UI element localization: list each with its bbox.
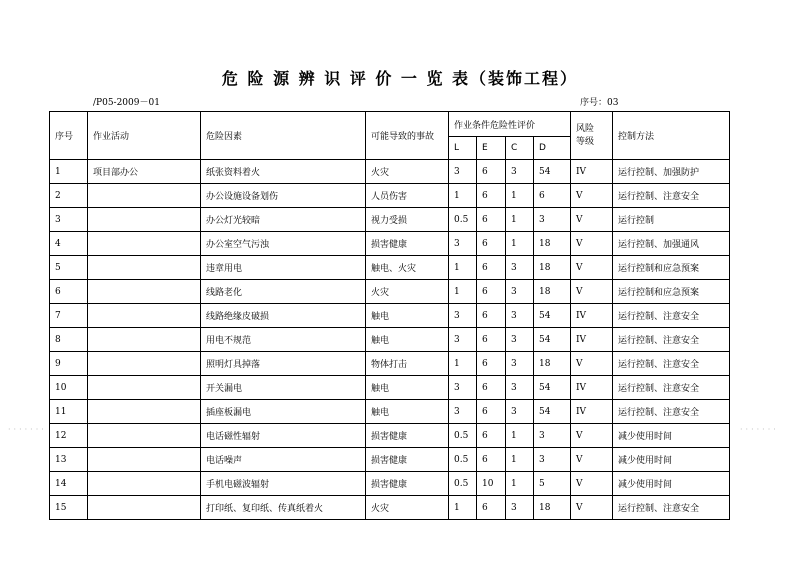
right-margin-dots: ······· bbox=[740, 425, 779, 434]
d-value: 54 bbox=[534, 376, 571, 400]
risk-level: IV bbox=[571, 376, 613, 400]
c-value: 1 bbox=[506, 448, 534, 472]
hazard-cell: 插座板漏电 bbox=[201, 400, 366, 424]
row-number: 6 bbox=[50, 280, 88, 304]
c-value: 1 bbox=[506, 424, 534, 448]
hazard-cell: 违章用电 bbox=[201, 256, 366, 280]
accident-cell: 火灾 bbox=[366, 496, 449, 520]
c-value: 3 bbox=[506, 304, 534, 328]
c-value: 3 bbox=[506, 280, 534, 304]
l-value: 0.5 bbox=[449, 448, 477, 472]
control-method: 运行控制和应急预案 bbox=[613, 280, 730, 304]
control-method: 运行控制 bbox=[613, 208, 730, 232]
l-value: 0.5 bbox=[449, 424, 477, 448]
header-risk-level: 风险 等级 bbox=[571, 112, 613, 160]
row-number: 10 bbox=[50, 376, 88, 400]
header-eval-group: 作业条件危险性评价 bbox=[449, 112, 571, 137]
left-margin-dots: ······· bbox=[8, 425, 47, 434]
accident-cell: 物体打击 bbox=[366, 352, 449, 376]
c-value: 3 bbox=[506, 400, 534, 424]
row-number: 4 bbox=[50, 232, 88, 256]
l-value: 3 bbox=[449, 304, 477, 328]
hazard-cell: 电话磁性辐射 bbox=[201, 424, 366, 448]
row-number: 15 bbox=[50, 496, 88, 520]
accident-cell: 触电 bbox=[366, 376, 449, 400]
table-row bbox=[50, 256, 730, 280]
d-value: 18 bbox=[534, 496, 571, 520]
accident-cell: 火灾 bbox=[366, 160, 449, 184]
l-value: 3 bbox=[449, 232, 477, 256]
hazard-cell: 手机电磁波辐射 bbox=[201, 472, 366, 496]
row-number: 12 bbox=[50, 424, 88, 448]
table-row bbox=[50, 208, 730, 232]
d-value: 18 bbox=[534, 352, 571, 376]
risk-level: V bbox=[571, 208, 613, 232]
risk-level: V bbox=[571, 256, 613, 280]
e-value: 6 bbox=[477, 328, 506, 352]
row-number: 2 bbox=[50, 184, 88, 208]
control-method: 减少使用时间 bbox=[613, 448, 730, 472]
row-number: 14 bbox=[50, 472, 88, 496]
row-number: 13 bbox=[50, 448, 88, 472]
l-value: 1 bbox=[449, 496, 477, 520]
d-value: 6 bbox=[534, 184, 571, 208]
table-row bbox=[50, 352, 730, 376]
control-method: 减少使用时间 bbox=[613, 424, 730, 448]
risk-level: IV bbox=[571, 160, 613, 184]
activity-cell bbox=[88, 328, 201, 352]
header-D: D bbox=[534, 137, 571, 160]
accident-cell: 触电 bbox=[366, 400, 449, 424]
risk-level: IV bbox=[571, 328, 613, 352]
accident-cell: 损害健康 bbox=[366, 472, 449, 496]
accident-cell: 损害健康 bbox=[366, 232, 449, 256]
accident-cell: 触电 bbox=[366, 328, 449, 352]
l-value: 3 bbox=[449, 328, 477, 352]
e-value: 6 bbox=[477, 280, 506, 304]
header-L: L bbox=[449, 137, 477, 160]
hazard-cell: 线路绝缘皮破损 bbox=[201, 304, 366, 328]
c-value: 3 bbox=[506, 496, 534, 520]
l-value: 3 bbox=[449, 376, 477, 400]
e-value: 6 bbox=[477, 208, 506, 232]
d-value: 3 bbox=[534, 208, 571, 232]
row-number: 9 bbox=[50, 352, 88, 376]
l-value: 1 bbox=[449, 256, 477, 280]
header-no: 序号 bbox=[50, 112, 88, 160]
hazard-table bbox=[49, 111, 730, 520]
serial-number: 序号：03 bbox=[580, 98, 619, 108]
activity-cell bbox=[88, 184, 201, 208]
row-number: 1 bbox=[50, 160, 88, 184]
e-value: 6 bbox=[477, 256, 506, 280]
accident-cell: 视力受损 bbox=[366, 208, 449, 232]
document-code: /P05-2009－01 bbox=[93, 98, 160, 108]
d-value: 54 bbox=[534, 304, 571, 328]
activity-cell bbox=[88, 256, 201, 280]
c-value: 1 bbox=[506, 208, 534, 232]
table-row bbox=[50, 160, 730, 184]
e-value: 6 bbox=[477, 232, 506, 256]
control-method: 运行控制、注意安全 bbox=[613, 328, 730, 352]
risk-level: V bbox=[571, 232, 613, 256]
table-row bbox=[50, 424, 730, 448]
risk-level: V bbox=[571, 184, 613, 208]
header-hazard: 危险因素 bbox=[201, 112, 366, 160]
c-value: 1 bbox=[506, 184, 534, 208]
activity-cell bbox=[88, 352, 201, 376]
l-value: 1 bbox=[449, 280, 477, 304]
d-value: 3 bbox=[534, 424, 571, 448]
table-row bbox=[50, 280, 730, 304]
row-number: 3 bbox=[50, 208, 88, 232]
activity-cell: 项目部办公 bbox=[88, 160, 201, 184]
l-value: 3 bbox=[449, 400, 477, 424]
table-row bbox=[50, 376, 730, 400]
table-row bbox=[50, 496, 730, 520]
c-value: 3 bbox=[506, 328, 534, 352]
hazard-cell: 开关漏电 bbox=[201, 376, 366, 400]
accident-cell: 损害健康 bbox=[366, 424, 449, 448]
activity-cell bbox=[88, 208, 201, 232]
accident-cell: 触电、火灾 bbox=[366, 256, 449, 280]
d-value: 54 bbox=[534, 328, 571, 352]
table-row bbox=[50, 304, 730, 328]
e-value: 6 bbox=[477, 496, 506, 520]
risk-level: V bbox=[571, 352, 613, 376]
l-value: 0.5 bbox=[449, 472, 477, 496]
hazard-cell: 用电不规范 bbox=[201, 328, 366, 352]
e-value: 6 bbox=[477, 376, 506, 400]
activity-cell bbox=[88, 496, 201, 520]
activity-cell bbox=[88, 232, 201, 256]
d-value: 54 bbox=[534, 400, 571, 424]
hazard-cell: 纸张资料着火 bbox=[201, 160, 366, 184]
row-number: 7 bbox=[50, 304, 88, 328]
hazard-cell: 照明灯具掉落 bbox=[201, 352, 366, 376]
hazard-cell: 办公灯光较暗 bbox=[201, 208, 366, 232]
control-method: 运行控制、注意安全 bbox=[613, 400, 730, 424]
d-value: 3 bbox=[534, 448, 571, 472]
accident-cell: 火灾 bbox=[366, 280, 449, 304]
e-value: 6 bbox=[477, 304, 506, 328]
activity-cell bbox=[88, 448, 201, 472]
control-method: 运行控制、加强防护 bbox=[613, 160, 730, 184]
row-number: 11 bbox=[50, 400, 88, 424]
table-row bbox=[50, 400, 730, 424]
control-method: 运行控制、加强通风 bbox=[613, 232, 730, 256]
c-value: 3 bbox=[506, 160, 534, 184]
risk-level: IV bbox=[571, 304, 613, 328]
accident-cell: 人员伤害 bbox=[366, 184, 449, 208]
table-row bbox=[50, 184, 730, 208]
l-value: 3 bbox=[449, 160, 477, 184]
e-value: 10 bbox=[477, 472, 506, 496]
control-method: 运行控制、注意安全 bbox=[613, 184, 730, 208]
c-value: 3 bbox=[506, 256, 534, 280]
header-activity: 作业活动 bbox=[88, 112, 201, 160]
row-number: 5 bbox=[50, 256, 88, 280]
e-value: 6 bbox=[477, 160, 506, 184]
e-value: 6 bbox=[477, 400, 506, 424]
accident-cell: 触电 bbox=[366, 304, 449, 328]
activity-cell bbox=[88, 376, 201, 400]
e-value: 6 bbox=[477, 448, 506, 472]
risk-level: V bbox=[571, 448, 613, 472]
risk-level: V bbox=[571, 472, 613, 496]
table-row bbox=[50, 448, 730, 472]
table-row bbox=[50, 232, 730, 256]
l-value: 1 bbox=[449, 352, 477, 376]
c-value: 3 bbox=[506, 376, 534, 400]
control-method: 运行控制、注意安全 bbox=[613, 376, 730, 400]
control-method: 减少使用时间 bbox=[613, 472, 730, 496]
table-row bbox=[50, 328, 730, 352]
l-value: 1 bbox=[449, 184, 477, 208]
d-value: 5 bbox=[534, 472, 571, 496]
header-accident: 可能导致的事故 bbox=[366, 112, 449, 160]
hazard-cell: 办公设施设备划伤 bbox=[201, 184, 366, 208]
c-value: 1 bbox=[506, 472, 534, 496]
accident-cell: 损害健康 bbox=[366, 448, 449, 472]
risk-level: V bbox=[571, 280, 613, 304]
d-value: 18 bbox=[534, 232, 571, 256]
control-method: 运行控制、注意安全 bbox=[613, 304, 730, 328]
page-title: 危 险 源 辨 识 评 价 一 览 表（装饰工程） bbox=[221, 69, 579, 88]
d-value: 18 bbox=[534, 280, 571, 304]
l-value: 0.5 bbox=[449, 208, 477, 232]
c-value: 3 bbox=[506, 352, 534, 376]
c-value: 1 bbox=[506, 232, 534, 256]
risk-level: IV bbox=[571, 400, 613, 424]
activity-cell bbox=[88, 280, 201, 304]
row-number: 8 bbox=[50, 328, 88, 352]
hazard-cell: 线路老化 bbox=[201, 280, 366, 304]
hazard-cell: 电话噪声 bbox=[201, 448, 366, 472]
header-control: 控制方法 bbox=[613, 112, 730, 160]
e-value: 6 bbox=[477, 184, 506, 208]
header-E: E bbox=[477, 137, 506, 160]
risk-level: V bbox=[571, 496, 613, 520]
table-row bbox=[50, 472, 730, 496]
control-method: 运行控制和应急预案 bbox=[613, 256, 730, 280]
activity-cell bbox=[88, 472, 201, 496]
control-method: 运行控制、注意安全 bbox=[613, 496, 730, 520]
risk-level: V bbox=[571, 424, 613, 448]
hazard-cell: 办公室空气污浊 bbox=[201, 232, 366, 256]
control-method: 运行控制、注意安全 bbox=[613, 352, 730, 376]
activity-cell bbox=[88, 400, 201, 424]
e-value: 6 bbox=[477, 352, 506, 376]
d-value: 54 bbox=[534, 160, 571, 184]
d-value: 18 bbox=[534, 256, 571, 280]
activity-cell bbox=[88, 424, 201, 448]
header-C: C bbox=[506, 137, 534, 160]
e-value: 6 bbox=[477, 424, 506, 448]
hazard-cell: 打印纸、复印纸、传真纸着火 bbox=[201, 496, 366, 520]
activity-cell bbox=[88, 304, 201, 328]
